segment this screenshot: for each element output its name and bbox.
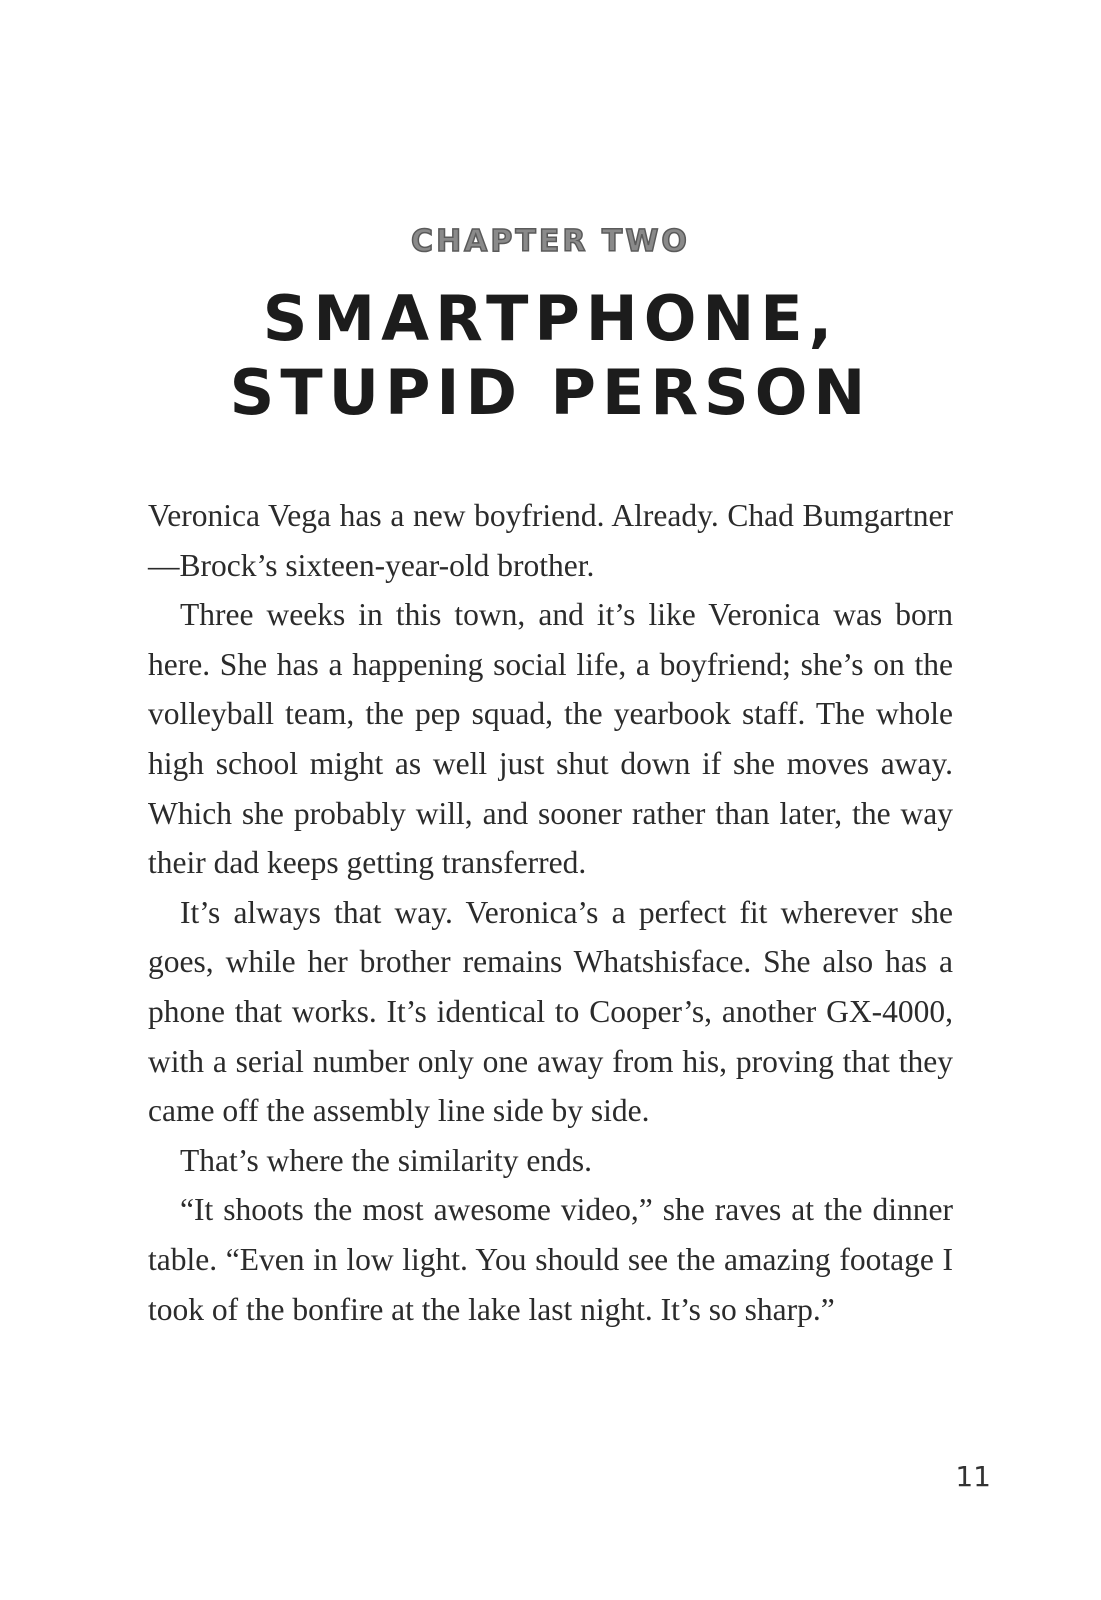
paragraph: It’s always that way. Veronica’s a perfect fit wherever she goes, while her brother remains Whatshisface. She also has a phone that works. It’s identical to Cooper’s, another GX-4000, with a serial number only one away from his, proving that they came off the assembly line side by side. xyxy=(148,894,953,1129)
chapter-label: CHAPTER TWO xyxy=(411,224,690,259)
body-text xyxy=(148,491,953,1334)
chapter-title-line-2: STUPID PERSON xyxy=(229,356,872,429)
chapter-title xyxy=(0,282,1101,430)
paragraph: That’s where the similarity ends. xyxy=(180,1142,593,1178)
paragraph: Three weeks in this town, and it’s like Veronica was born here. She has a happening social life, a boyfriend; she’s on the volleyball team, the pep squad, the yearbook staff. The whole high school might as well just shut down if she moves away. Which she probably will, and sooner rather than later, the way their dad keeps getting transferred. xyxy=(148,597,953,881)
paragraph: Veronica Vega has a new boyfriend. Already. Chad Bumgartner—Brock’s sixteen-year-old brother. xyxy=(148,498,953,583)
paragraph: “It shoots the most awesome video,” she raves at the dinner table. “Even in low light. You should see the amazing footage I took of the bonfire at the lake last night. It’s so sharp.” xyxy=(148,1192,953,1327)
chapter-title-line-1: SMARTPHONE, xyxy=(262,282,839,355)
page-number: 11 xyxy=(955,1460,991,1493)
